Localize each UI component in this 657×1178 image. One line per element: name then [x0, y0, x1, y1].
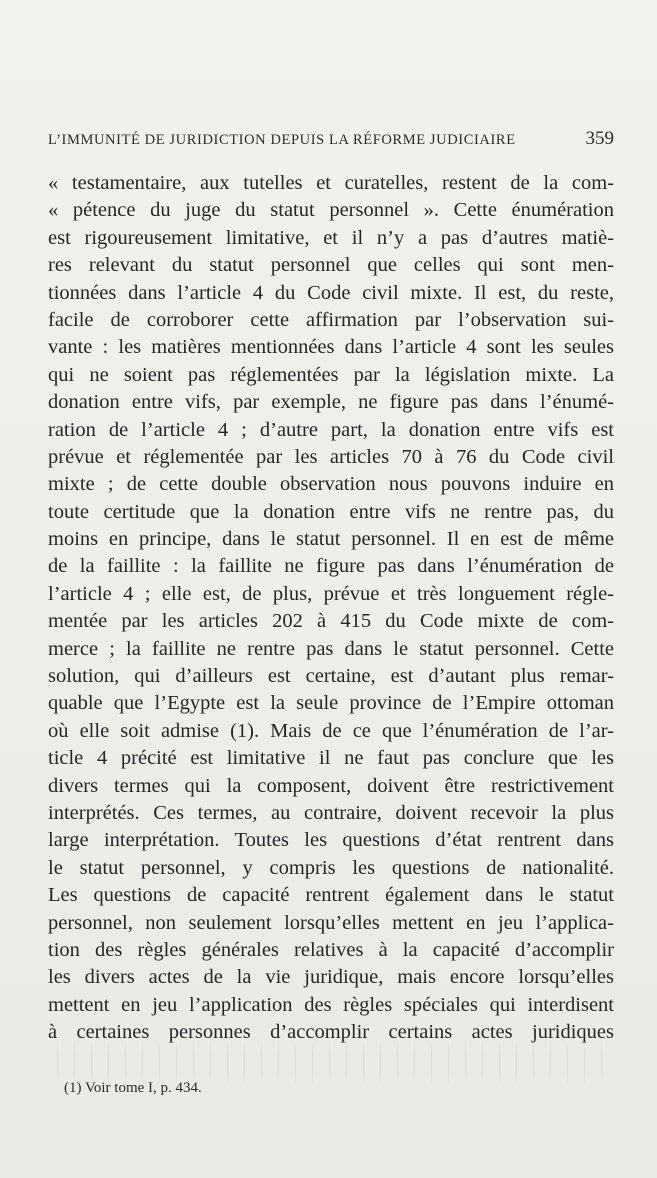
- text-line: à certaines personnes d’accomplir certains actes juridiques: [48, 1021, 614, 1044]
- body-paragraph: [48, 170, 614, 1047]
- text-line: personnel, non seulement lorsqu’elles mettent en jeu l’applica-: [48, 911, 614, 934]
- show-through-bleed: [48, 1040, 614, 1084]
- running-header: [48, 128, 614, 152]
- text-line: merce ; la faillite ne rentre pas dans le statut personnel. Cette: [48, 637, 614, 660]
- footnote: (1) Voir tome I, p. 434.: [64, 1080, 202, 1096]
- text-line: large interprétation. Toutes les questions d’état rentrent dans: [48, 829, 614, 852]
- text-line: où elle soit admise (1). Mais de ce que l’énumération de l’ar-: [48, 719, 614, 742]
- text-line: prévue et réglementée par les articles 70 à 76 du Code civil: [48, 445, 614, 468]
- text-line: mettent en jeu l’application des règles spéciales qui interdisent: [48, 993, 614, 1016]
- page-number: 359: [585, 128, 614, 149]
- text-line: interprétés. Ces termes, au contraire, doivent recevoir la plus: [48, 801, 614, 824]
- text-line: vante : les matières mentionnées dans l’article 4 sont les seules: [48, 336, 614, 359]
- text-line: qui ne soient pas réglementées par la législation mixte. La: [48, 363, 614, 386]
- text-line: res relevant du statut personnel que celles qui sont men-: [48, 254, 614, 277]
- text-line: de la faillite : la faillite ne figure pas dans l’énumération de: [48, 555, 614, 578]
- text-line: l’article 4 ; elle est, de plus, prévue et très longuement régle-: [48, 582, 614, 605]
- text-line: ticle 4 précité est limitative il ne faut pas conclure que les: [48, 747, 614, 770]
- text-line: divers termes qui la composent, doivent être restrictivement: [48, 774, 614, 797]
- text-line: le statut personnel, y compris les questions de nationalité.: [48, 856, 614, 879]
- text-line: Les questions de capacité rentrent également dans le statut: [48, 884, 614, 907]
- text-line: donation entre vifs, par exemple, ne figure pas dans l’énumé-: [48, 391, 614, 414]
- text-line: quable que l’Egypte est la seule province de l’Empire ottoman: [48, 692, 614, 715]
- text-line: ration de l’article 4 ; d’autre part, la donation entre vifs est: [48, 418, 614, 441]
- text-line: mentée par les articles 202 à 415 du Code mixte de com-: [48, 610, 614, 633]
- text-line: est rigoureusement limitative, et il n’y a pas d’autres matiè-: [48, 226, 614, 249]
- text-line: solution, qui d’ailleurs est certaine, est d’autant plus remar-: [48, 665, 614, 688]
- running-header-title: L’IMMUNITÉ DE JURIDICTION DEPUIS LA RÉFORME JUDICIAIRE: [48, 132, 516, 148]
- text-line: toute certitude que la donation entre vifs ne rentre pas, du: [48, 500, 614, 523]
- text-line: « testamentaire, aux tutelles et curatelles, restent de la com-: [48, 172, 614, 194]
- text-line: tion des règles générales relatives à la capacité d’accomplir: [48, 938, 614, 961]
- text-line: tionnées dans l’article 4 du Code civil mixte. Il est, du reste,: [48, 281, 614, 304]
- text-line: moins en principe, dans le statut personnel. Il en est de même: [48, 528, 614, 551]
- text-line: mixte ; de cette double observation nous pouvons induire en: [48, 473, 614, 496]
- text-line: facile de corroborer cette affirmation par l’observation sui-: [48, 308, 614, 331]
- text-line: « pétence du juge du statut personnel ». Cette énumération: [48, 199, 614, 222]
- text-line: les divers actes de la vie juridique, mais encore lorsqu’elles: [48, 966, 614, 989]
